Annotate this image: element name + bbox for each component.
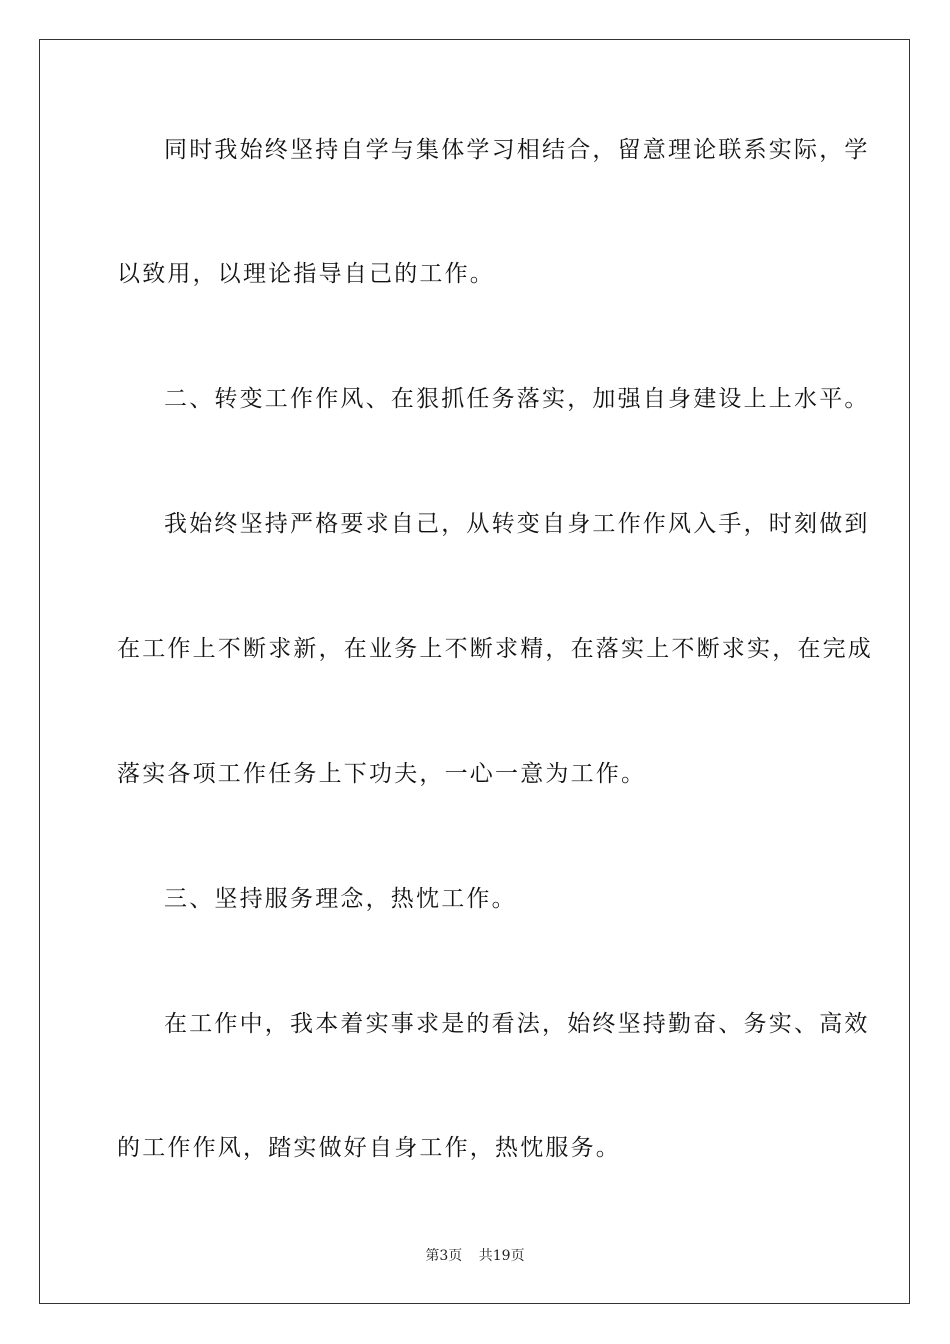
paragraph-line: 我始终坚持严格要求自己，从转变自身工作作风入手，时刻做到 xyxy=(164,511,870,537)
paragraph-line: 在工作上不断求新，在业务上不断求精，在落实上不断求实，在完成 xyxy=(117,636,873,662)
paragraph-line: 同时我始终坚持自学与集体学习相结合，留意理论联系实际，学 xyxy=(164,137,870,163)
section-heading: 二、转变工作作风、在狠抓任务落实，加强自身建设上上水平。 xyxy=(164,386,870,412)
paragraph-line: 以致用，以理论指导自己的工作。 xyxy=(117,261,495,287)
page-frame xyxy=(39,39,910,1304)
paragraph-line: 在工作中，我本着实事求是的看法，始终坚持勤奋、务实、高效 xyxy=(164,1011,870,1037)
page-footer xyxy=(0,1246,950,1266)
paragraph-line: 的工作作风，踏实做好自身工作，热忱服务。 xyxy=(117,1135,621,1161)
total-pages: 共19页 xyxy=(478,1248,525,1264)
page-number: 第3页 xyxy=(425,1248,463,1264)
paragraph-line: 落实各项工作任务上下功夫，一心一意为工作。 xyxy=(117,761,647,787)
section-heading: 三、坚持服务理念，热忱工作。 xyxy=(164,886,517,912)
